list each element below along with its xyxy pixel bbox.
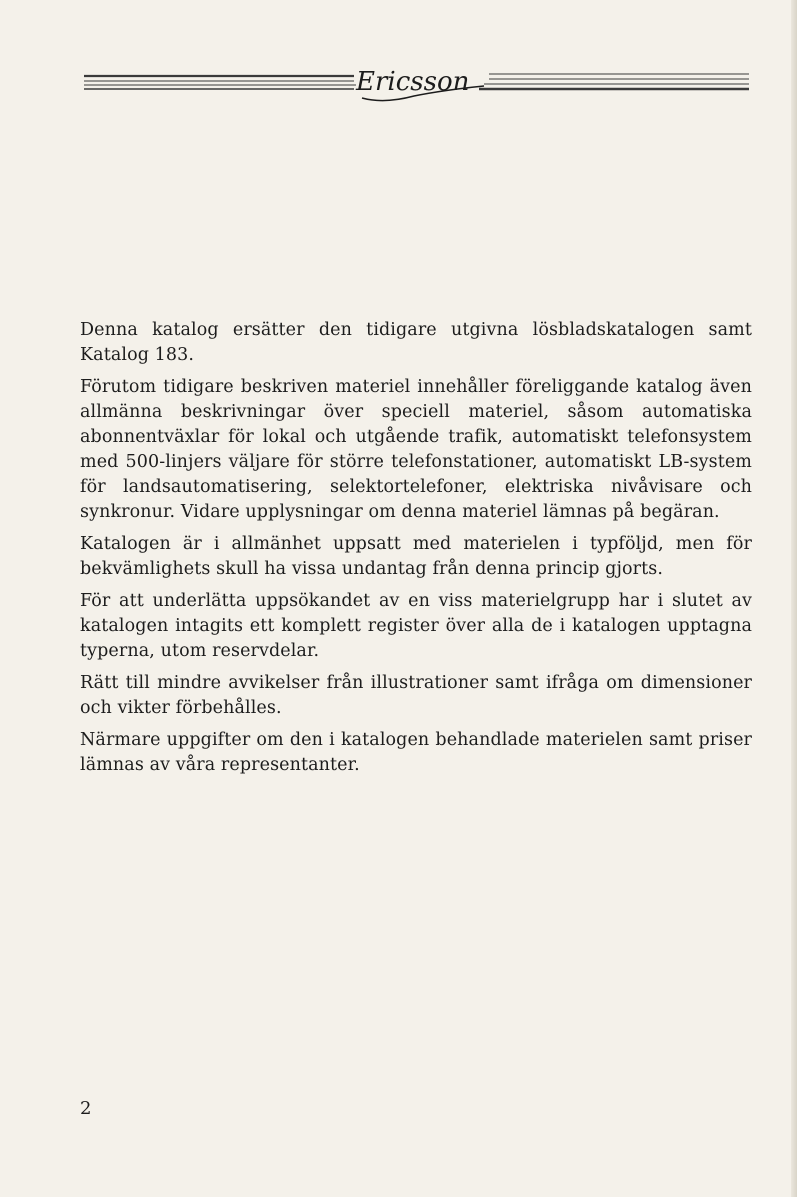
paragraph-2: Förutom tidigare beskriven materiel innehåller föreliggande katalog även allmänna beskrivningar över speciell materiel, såsom automatiska abonnentväxlar för lokal och utgående trafik, automatiskt telefonsystem med 500-linjers väljare för större telefonstationer, automatiskt LB-system för landsautomatisering, selektortelefoner, elektriska nivåvisare och synkronur. Vidare upplysningar om denna materiel lämnas på begäran. — [80, 377, 752, 522]
paragraph-6: Närmare uppgifter om den i katalogen behandlade materielen samt priser lämnas av våra representanter. — [80, 730, 752, 775]
page-number: 2 — [80, 1098, 92, 1119]
paragraph-1: Denna katalog ersätter den tidigare utgivna lösbladskatalogen samt Katalog 183. — [80, 320, 752, 365]
page-edge — [791, 0, 797, 1197]
logo-wordmark: Ericsson — [356, 67, 470, 97]
body-text — [80, 318, 752, 785]
paragraph-4: För att underlätta uppsökandet av en viss materielgrupp har i slutet av katalogen intagits ett komplett register över alla de i katalogen upptagna typerna, utom reservdelar. — [80, 591, 752, 661]
header-logo-rule — [84, 60, 749, 104]
ericsson-logo-icon — [84, 60, 749, 104]
paragraph-3: Katalogen är i allmänhet uppsatt med materielen i typföljd, men för bekvämlighets skull ha vissa undantag från denna princip gjorts. — [80, 534, 752, 579]
paragraph-5: Rätt till mindre avvikelser från illustrationer samt ifråga om dimensioner och vikter förbehålles. — [80, 673, 752, 718]
